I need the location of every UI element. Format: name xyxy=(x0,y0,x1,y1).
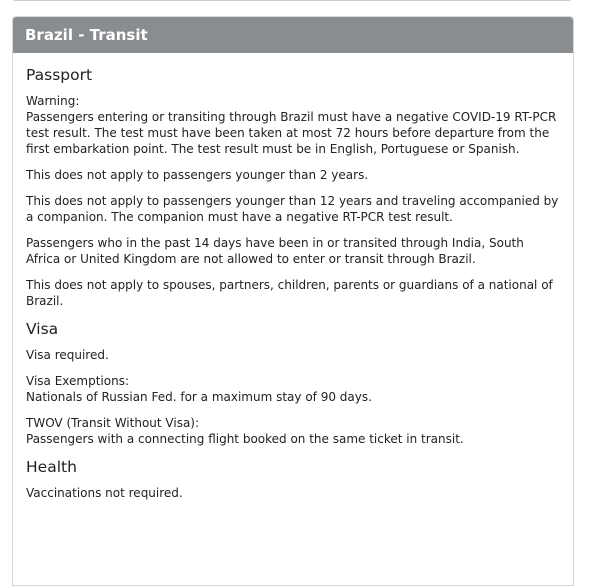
passport-paragraph-4: This does not apply to spouses, partners, children, parents or guardians of a national of Brazil. xyxy=(26,278,553,308)
visa-exemptions-text: Nationals of Russian Fed. for a maximum stay of 90 days. xyxy=(26,390,372,404)
health-heading: Health xyxy=(26,458,77,476)
visa-section xyxy=(26,319,560,447)
warning-text: Passengers entering or transiting through Brazil must have a negative COVID-19 RT-PCR test result. The test must have been taken at most 72 hours before departure from the first embarkation point. The test result must be in English, Portuguese or Spanish. xyxy=(26,110,557,156)
health-section xyxy=(26,457,560,501)
panel-body xyxy=(13,53,573,501)
passport-section xyxy=(26,65,560,309)
panel-header: Brazil - Transit xyxy=(13,17,573,53)
twov-text: Passengers with a connecting flight booked on the same ticket in transit. xyxy=(26,432,464,446)
previous-card-edge xyxy=(12,0,572,1)
transit-info-panel xyxy=(12,16,574,586)
visa-requirement: Visa required. xyxy=(26,348,109,362)
passport-paragraph-3: Passengers who in the past 14 days have been in or transited through India, South Africa or United Kingdom are not allowed to enter or transit through Brazil. xyxy=(26,236,524,266)
health-text: Vaccinations not required. xyxy=(26,486,183,500)
passport-paragraph-2: This does not apply to passengers younger than 12 years and traveling accompanied by a companion. The companion must have a negative RT-PCR test result. xyxy=(26,194,559,224)
visa-heading: Visa xyxy=(26,320,59,338)
passport-paragraph-1: This does not apply to passengers younger than 2 years. xyxy=(26,168,369,182)
visa-exemptions-label: Visa Exemptions: xyxy=(26,374,129,388)
warning-label: Warning: xyxy=(26,94,80,108)
passport-heading: Passport xyxy=(26,66,93,84)
twov-label: TWOV (Transit Without Visa): xyxy=(26,416,200,430)
